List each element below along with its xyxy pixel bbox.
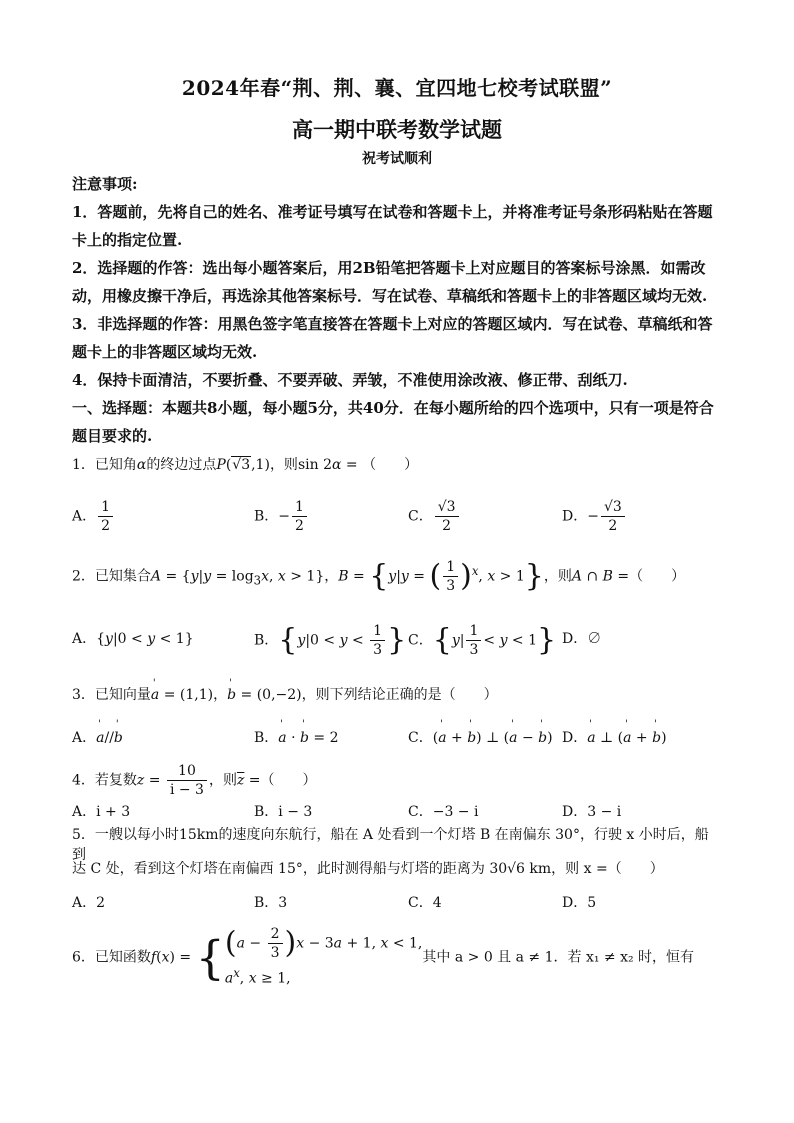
q3-option-a[interactable]: A．' a//' b xyxy=(72,727,123,747)
notice-heading: 注意事项: xyxy=(72,175,138,193)
q1-stem-a: 1．已知角 xyxy=(72,457,137,473)
q4-option-b[interactable]: B．i − 3 xyxy=(254,804,313,820)
q3-option-c[interactable]: C．(' a + ' b) ⊥ (' a − ' b) xyxy=(408,727,553,747)
q1-stem-b: 的终边过点 xyxy=(146,457,217,473)
notice-block xyxy=(72,170,722,450)
q1-option-b[interactable]: B．− $\frac{1}{2}$ xyxy=(254,498,309,535)
q2-option-b[interactable]: B．{y|0 < y < $\frac{1}{3}$ } xyxy=(254,622,407,658)
q1-option-d[interactable]: D．− $\frac{√3}{2}$ xyxy=(562,498,627,535)
question-5-line1: 5．一艘以每小时15km的速度向东航行，船在 A 处看到一个灯塔 B 在南偏东 30°，行驶 x 小时后，船到 xyxy=(72,827,709,863)
q1-stem-c: ，则 xyxy=(269,457,298,473)
notice-item-4: 4．保持卡面清洁，不要折叠、不要弄破、弄皱，不准使用涂改液、修正带、刮纸刀. xyxy=(72,371,628,389)
question-2: 2．已知集合$A = \{y|y = \log_3x$, x > 1}，B = {y|y = ( $\frac{1}{3}$ )$^x$, x > 1}，则A ∩ B =（ ） xyxy=(72,558,686,594)
notice-item-1: 1．答题前，先将自己的姓名、准考证号填写在试卷和答题卡上，并将准考证号条形码粘贴在答题卡上的指定位置. xyxy=(72,203,713,249)
q4-option-c[interactable]: C．−3 − i xyxy=(408,804,479,820)
q1-option-c[interactable]: C． $\frac{√3}{2}$ xyxy=(408,498,461,535)
q1-stem-d: （ ） xyxy=(362,457,419,473)
question-3: 3．已知向量' a = (1,1)，' b = (0,−2)，则下列结论正确的是（ ） xyxy=(72,685,722,705)
exam-title-line2: 高一期中联考数学试题 xyxy=(292,117,502,142)
q5-option-a[interactable]: A．2 xyxy=(72,895,106,911)
question-1: 1．已知角α的终边过点P(√3,1)，则sin 2α = （ ） xyxy=(72,457,419,473)
q3-option-d[interactable]: D．' a ⊥ (' a + ' b) xyxy=(562,727,667,747)
notice-item-3: 3．非选择题的作答：用黑色签字笔直接答在答题卡上对应的答题区域内．写在试卷、草稿纸和答题卡上的非答题区域均无效. xyxy=(72,315,713,361)
q5-option-b[interactable]: B．3 xyxy=(254,895,288,911)
q5-option-c[interactable]: C．4 xyxy=(408,895,442,911)
q2-option-d[interactable]: D．∅ xyxy=(562,631,602,647)
q1-option-a[interactable]: A． $\frac{1}{2}$ xyxy=(72,498,115,535)
q3-option-b[interactable]: B．' a · ' b = 2 xyxy=(254,727,339,747)
question-4: 4．若复数z = $\frac{10}{i - 3}$ ，则$\overline{z}$ =（ ） xyxy=(72,763,317,798)
question-5-line2: 达 C 处，看到这个灯塔在南偏西 15°，此时测得船与灯塔的距离为 30√6 km，则 x =（ ） xyxy=(72,861,664,877)
q5-option-d[interactable]: D．5 xyxy=(562,895,597,911)
notice-item-2: 2．选择题的作答：选出每小题答案后，用2B铅笔把答题卡上对应题目的答案标号涂黑．如需改动，用橡皮擦干净后，再选涂其他答案标号．写在试卷、草稿纸和答题卡上的非答题区域均无效. xyxy=(72,259,708,305)
section-heading: 一、选择题：本题共8小题，每小题5分，共40分．在每小题所给的四个选项中，只有一项是符合题目要求的. xyxy=(72,399,714,445)
q2-option-a[interactable]: A．{y|0 < y < 1} xyxy=(72,631,194,647)
q4-option-d[interactable]: D．3 − i xyxy=(562,804,622,820)
q4-option-a[interactable]: A．i + 3 xyxy=(72,804,131,820)
question-6: 6．已知函数f(x) = { (a − $\frac{2}{3}$ )x − 3a + 1, x < 1, $a^x$, x ≥ 1, 其中 a > 0 且 a ≠ 1．若 x₁ ≠ x₂ 时，恒有 xyxy=(72,925,695,987)
exam-title-line1: 2024年春“荆、荆、襄、宜四地七校考试联盟” xyxy=(181,76,613,100)
exam-subtitle: 祝考试顺利 xyxy=(362,151,432,167)
q2-option-c[interactable]: C．{y| $\frac{1}{3}$ < y < 1} xyxy=(408,622,557,658)
